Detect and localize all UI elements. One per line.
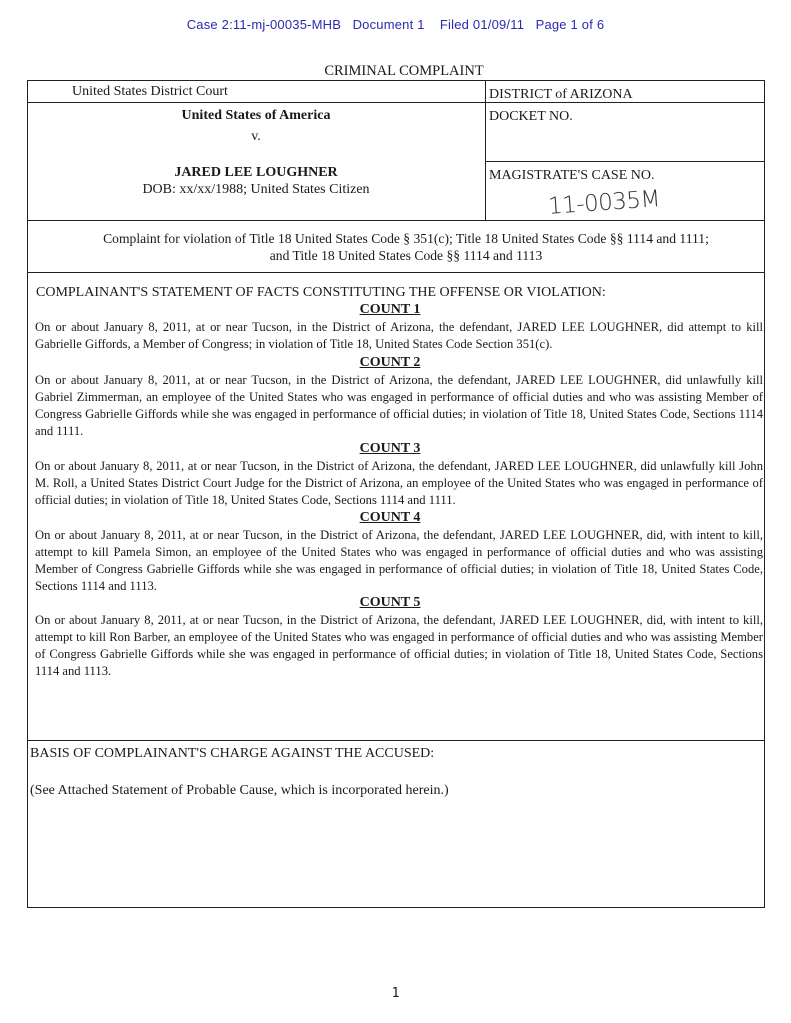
defendant-info: DOB: xx/xx/1988; United States Citizen — [142, 182, 370, 197]
count-text: On or about January 8, 2011, at or near Tucson, in the District of Arizona, the defendant, JARED LEE LOUGHNER, did unlawfully kill John M. Roll, a United States District Court Judge for the District of Arizona, an employee of the United States who was engaged in performance of official duties; in violation of Title 18, United States Code, Sections 1114 and 1111. — [35, 459, 763, 507]
page-number: 1 — [391, 986, 400, 1001]
violation-line-2: and Title 18 United States Code §§ 1114 and 1113 — [269, 248, 543, 263]
count-heading: COUNT 3 — [359, 441, 421, 456]
versus-label: v. — [251, 129, 261, 144]
district-name: DISTRICT of ARIZONA — [489, 87, 633, 102]
count-text: On or about January 8, 2011, at or near Tucson, in the District of Arizona, the defendant, JARED LEE LOUGHNER, did, with intent to kill, attempt to kill Pamela Simon, an employee of the United States who was engaged in performance of official duties and who was assisting Member of Congress Gabrielle Giffords while she was engaged in performance of official duties; in violation of Title 18, United States Code, Sections 1114 and 1113. — [35, 528, 763, 593]
magistrate-label: MAGISTRATE'S CASE NO. — [489, 168, 655, 183]
row-divider — [27, 740, 765, 741]
court-name: United States District Court — [72, 84, 228, 99]
document-title: CRIMINAL COMPLAINT — [324, 63, 484, 79]
row-divider — [27, 102, 765, 103]
facts-heading: COMPLAINANT'S STATEMENT OF FACTS CONSTITUTING THE OFFENSE OR VIOLATION: — [36, 285, 606, 300]
case-header: Case 2:11-mj-00035-MHB Document 1 Filed 01/09/11 Page 1 of 6 — [186, 17, 605, 32]
row-divider — [27, 272, 765, 273]
count-text: On or about January 8, 2011, at or near Tucson, in the District of Arizona, the defendant, JARED LEE LOUGHNER, did, with intent to kill, attempt to kill Ron Barber, an employee of the United States who was engaged in performance of official duties and who was assisting Member of Congress Gabrielle Giffords while she was engaged in performance of official duties; in violation of Title 18, United States Code, Sections 1114 and 1113. — [35, 613, 763, 678]
count-heading: COUNT 1 — [359, 302, 421, 317]
count-heading: COUNT 5 — [359, 595, 421, 610]
basis-text: (See Attached Statement of Probable Cause, which is incorporated herein.) — [30, 783, 449, 798]
docket-label: DOCKET NO. — [489, 109, 573, 124]
column-divider — [485, 80, 486, 220]
row-divider — [485, 161, 765, 162]
defendant-name: JARED LEE LOUGHNER — [174, 165, 338, 180]
row-divider — [27, 220, 765, 221]
count-text: On or about January 8, 2011, at or near Tucson, in the District of Arizona, the defendant, JARED LEE LOUGHNER, did unlawfully kill Gabriel Zimmerman, an employee of the United States who was engaged in performance of official duties and who was assisting Member of Congress Gabrielle Giffords while she was engaged in performance of official duties; in violation of Title 18, United States Code, Sections 1114 and 1111. — [35, 373, 763, 438]
plaintiff-name: United States of America — [181, 108, 331, 123]
count-heading: COUNT 4 — [359, 510, 421, 525]
count-heading: COUNT 2 — [359, 355, 421, 370]
count-text: On or about January 8, 2011, at or near Tucson, in the District of Arizona, the defendant, JARED LEE LOUGHNER, did attempt to kill Gabrielle Giffords, a Member of Congress; in violation of Title 18, United States Code Section 351(c). — [35, 320, 763, 351]
violation-line-1: Complaint for violation of Title 18 United States Code § 351(c); Title 18 United States Code §§ 1114 and 1111; — [103, 231, 709, 246]
basis-heading: BASIS OF COMPLAINANT'S CHARGE AGAINST THE ACCUSED: — [30, 746, 435, 761]
handwritten-case-number: 11-0035M — [547, 186, 661, 220]
